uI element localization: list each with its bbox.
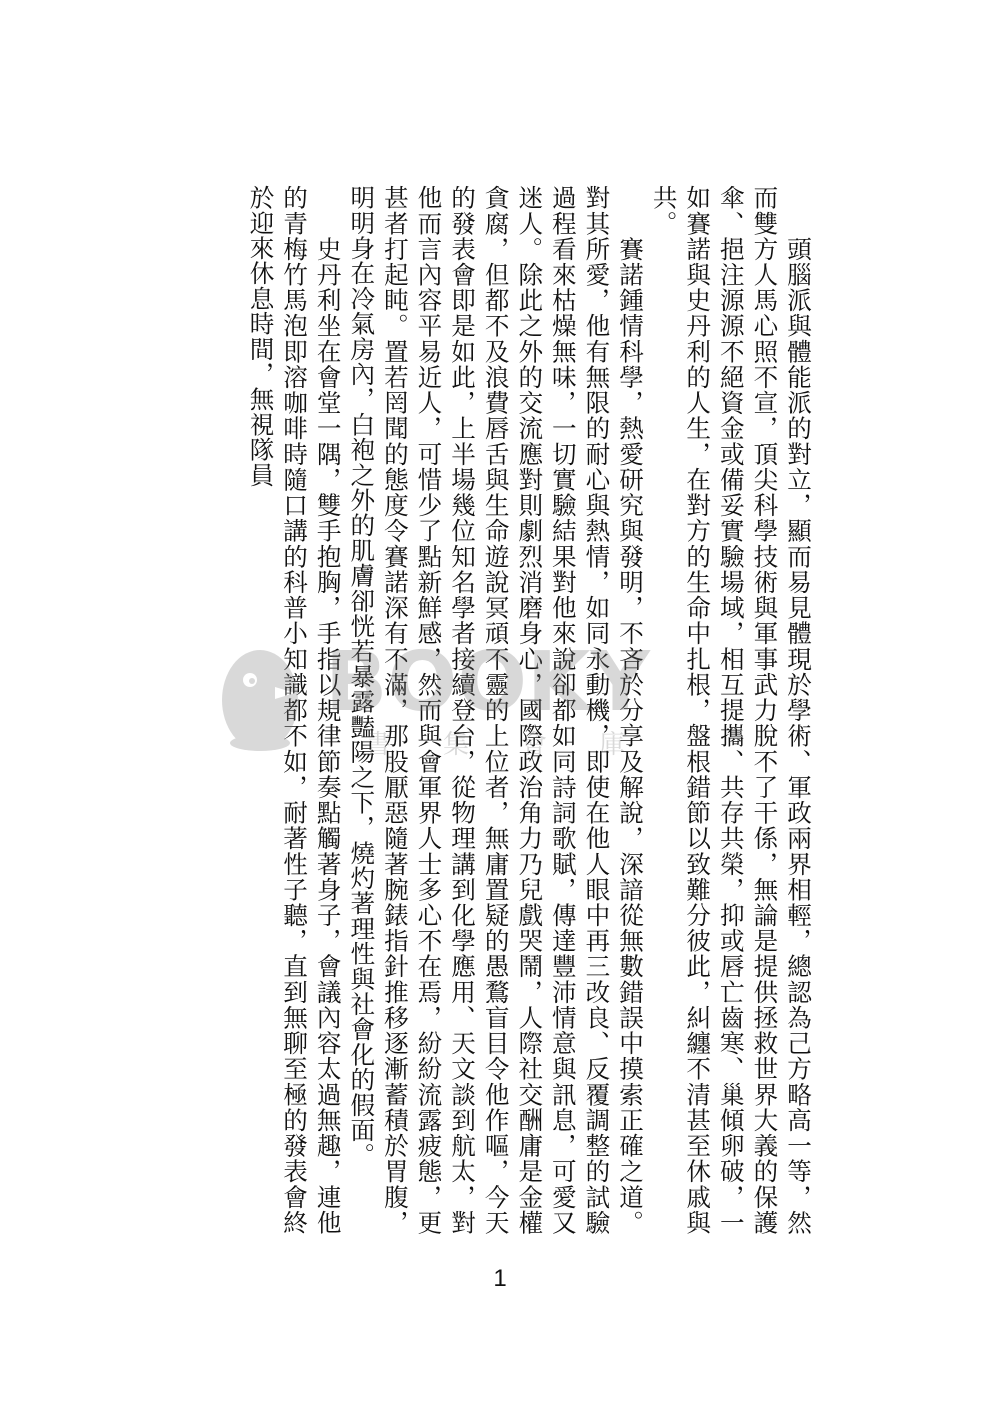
paragraph-2: 賽諾鍾情科學，熱愛研究與發明，不吝於分享及解說，深諳從無數錯誤中摸索正確之道。對其所愛，他有無限的耐心與熱情，如同永動機，即使在他人眼中再三改良、反覆調整的試驗過程看來枯燥無味，一切實驗結果對他來說卻都如同詩詞歌賦，傳達豐沛情意與訊息，可愛又迷人。除此之外的交流應對則劇烈消磨身心，國際政治角力乃兒戲哭鬧，人際社交酬庸是金權貪腐，但都不及浪費唇舌與生命遊說冥頑不靈的上位者，無庸置疑的愚鶩盲目令他作嘔，今天的發表會即是如此，上半場幾位知名學者接續登台，從物理講到化學應用、天文談到航太，對他而言內容平易近人，可惜少了點新鮮感，然而與會軍界人士多心不在焉，紛紛流露疲態，更甚者打起盹。置若罔聞的態度令賽諾深有不滿，那股厭惡隨著腕錶指針推移逐漸蓄積於胃腹，明明身在冷氣房內，白袍之外的肌膚卻恍若暴露豔陽之下，燒灼著理性與社會化的假面。 (347, 185, 646, 1235)
page-number: 1 (493, 1265, 507, 1292)
watermark-logo-text: BOOKY (325, 635, 650, 730)
body-text (240, 185, 815, 1235)
paragraph-3: 史丹利坐在會堂一隅，雙手抱胸，手指以規律節奏點觸著身子，會議內容太過無趣，連他的青梅竹馬泡即溶咖啡時隨口講的科普小知識都不如，耐著性子聽，直到無聊至極的發表會終於迎來休息時間，無視隊員 (246, 185, 343, 1235)
paragraph-1: 頭腦派與體能派的對立，顯而易見體現於學術、軍政兩界相輕，總認為己方略高一等，然而雙方人馬心照不宣，頂尖科學技術與軍事武力脫不了干係，無論是提供拯救世界大義的保護傘、挹注源源不絕資金或備妥實驗場域，相互提攜、共存共榮，抑或唇亡齒寒、巢傾卵破，一如賽諾與史丹利的人生，在對方的生命中扎根，盤根錯節以致難分彼此，糾纏不清甚至休戚與共。 (649, 185, 813, 1235)
watermark-sub-text: 書 集 會 庫 (365, 730, 626, 760)
